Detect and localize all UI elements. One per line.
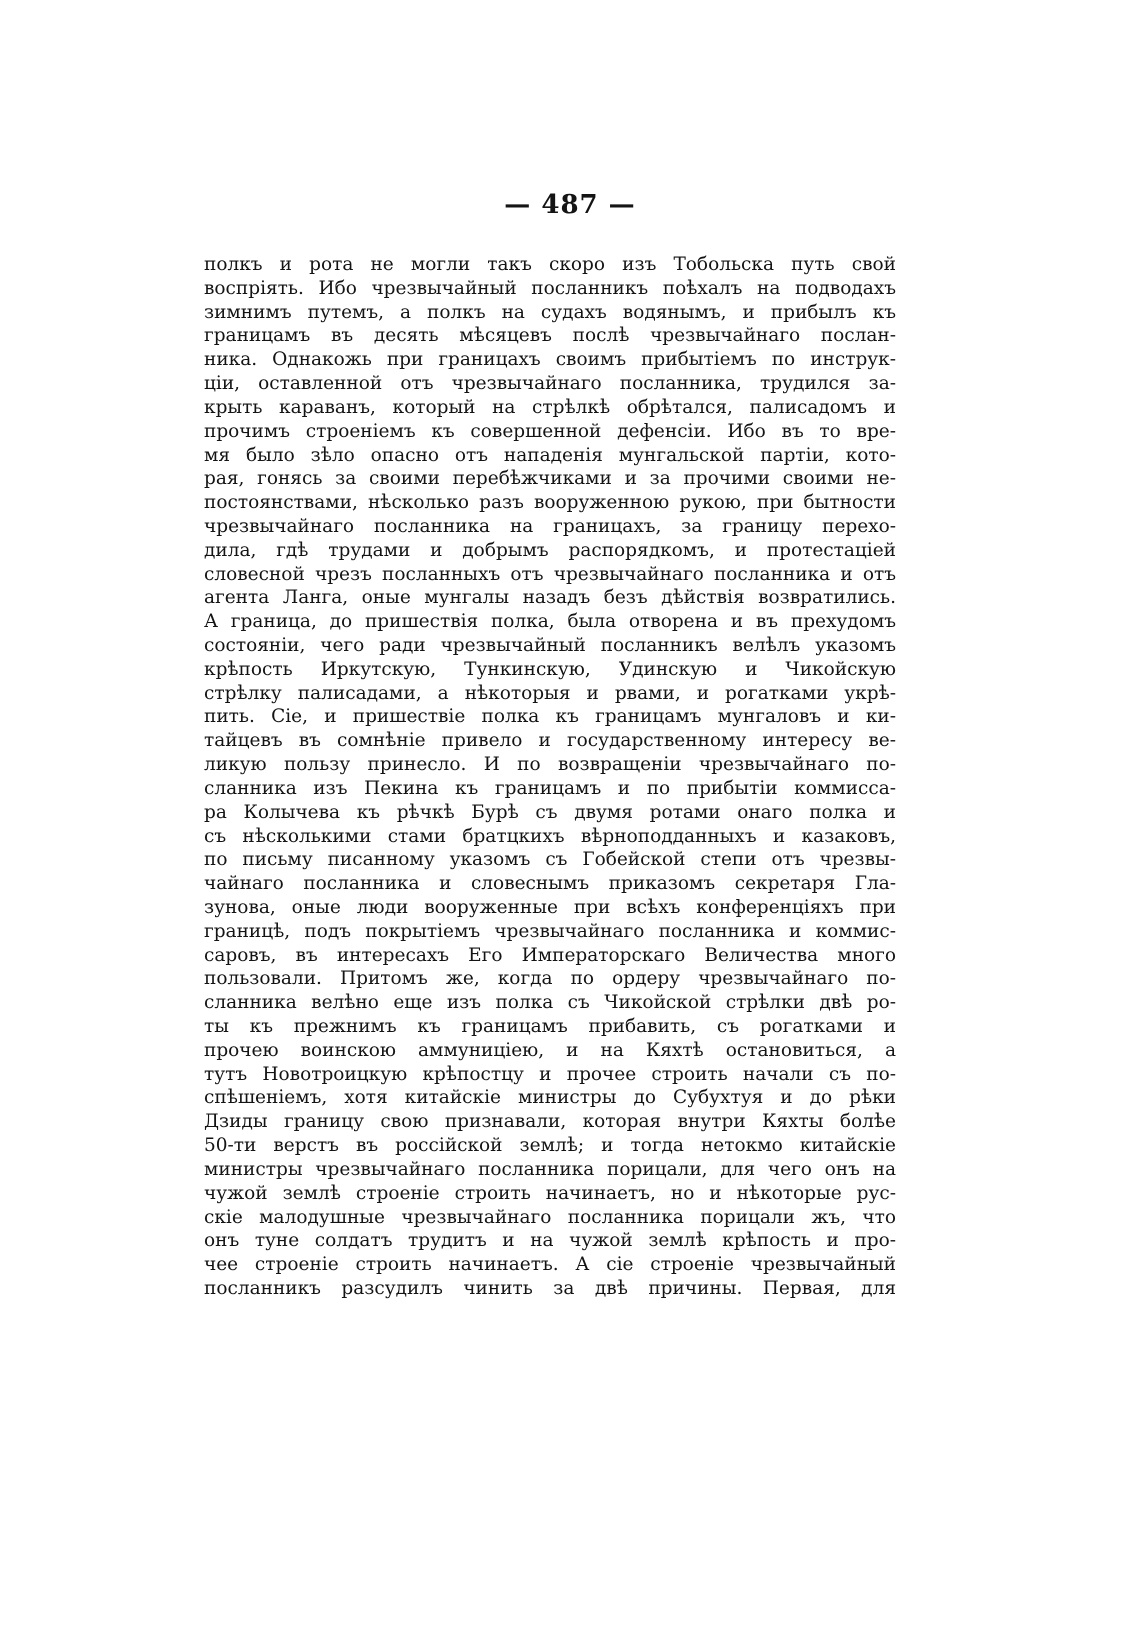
text-line: сланника велѣно еще изъ полка съ Чикойской стрѣлки двѣ ро-: [204, 992, 896, 1014]
text-line: сланника изъ Пекина къ границамъ и по прибытіи коммисса-: [204, 777, 896, 799]
text-line: зунова, оные люди вооруженные при всѣхъ конференціяхъ при: [204, 896, 896, 918]
text-line: министры чрезвычайнаго посланника порицали, для чего онъ на: [204, 1158, 896, 1180]
text-line: крыть караванъ, который на стрѣлкѣ обрѣтался, палисадомъ и: [204, 396, 896, 418]
text-line: чужой землѣ строеніе строить начинаетъ, но и нѣкоторые рус-: [204, 1182, 896, 1204]
text-line: онъ туне солдатъ трудитъ и на чужой землѣ крѣпость и про-: [204, 1230, 896, 1252]
text-line: рая, гонясь за своими перебѣжчиками и за прочими своими не-: [204, 468, 896, 490]
text-line: посланникъ разсудилъ чинить за двѣ причины. Первая, для: [204, 1277, 896, 1299]
text-line: агента Ланга, оные мунгалы назадъ безъ дѣйствія возвратились.: [204, 587, 896, 609]
page-number: — 487 —: [504, 190, 636, 220]
text-line: по письму писанному указомъ съ Гобейской степи отъ чрезвы-: [204, 849, 896, 871]
text-line: ціи, оставленной отъ чрезвычайнаго посланника, трудился за-: [204, 373, 896, 395]
text-line: ликую пользу принесло. И по возвращеніи чрезвычайнаго по-: [204, 754, 896, 776]
text-line: границамъ въ десять мѣсяцевъ послѣ чрезвычайнаго послан-: [204, 325, 896, 347]
text-line: дила, гдѣ трудами и добрымъ распорядкомъ, и протестаціей: [204, 539, 896, 561]
text-line: крѣпость Иркутскую, Тункинскую, Удинскую и Чикойскую: [204, 658, 896, 680]
text-line: состояніи, чего ради чрезвычайный посланникъ велѣлъ указомъ: [204, 635, 896, 656]
text-line: стрѣлку палисадами, а нѣкоторыя и рвами, и рогатками укрѣ-: [204, 682, 896, 704]
text-line: А граница, до пришествія полка, была отворена и въ прехудомъ: [204, 611, 896, 633]
text-line: пить. Сіе, и пришествіе полка къ границамъ мунгаловъ и ки-: [204, 706, 896, 728]
text-line: саровъ, въ интересахъ Его Императорскаго Величества много: [204, 944, 896, 966]
text-line: ты къ прежнимъ къ границамъ прибавить, съ рогатками и: [204, 1016, 896, 1037]
text-line: Дзиды границу свою признавали, которая внутри Кяхты болѣе: [204, 1111, 896, 1133]
text-line: прочею воинскою аммуниціею, и на Кяхтѣ остановиться, а: [204, 1039, 896, 1061]
text-line: чрезвычайнаго посланника на границахъ, за границу перехо-: [204, 515, 896, 537]
text-line: тутъ Новотроицкую крѣпостцу и прочее строить начали съ по-: [204, 1063, 896, 1085]
text-line: съ нѣсколькими стами братцкихъ вѣрноподданныхъ и казаковъ,: [204, 825, 896, 847]
text-line: ра Колычева къ рѣчкѣ Бурѣ съ двумя ротами онаго полка и: [204, 801, 896, 823]
text-line: словесной чрезъ посланныхъ отъ чрезвычайнаго посланника и отъ: [204, 563, 896, 585]
text-line: скіе малодушные чрезвычайнаго посланника порицали жъ, что: [204, 1206, 896, 1228]
text-line: чайнаго посланника и словеснымъ приказомъ секретаря Гла-: [204, 873, 896, 895]
body-text: [204, 253, 896, 1301]
text-line: прочимъ строеніемъ къ совершенной дефенсіи. Ибо въ то вре-: [204, 420, 896, 442]
text-line: чее строеніе строить начинаетъ. А сіе строеніе чрезвычайный: [204, 1254, 896, 1276]
text-line: 50-ти верстъ въ россійской землѣ; и тогда нетокмо китайскіе: [204, 1135, 896, 1157]
text-line: границѣ, подъ покрытіемъ чрезвычайнаго посланника и коммис-: [204, 920, 896, 942]
text-line: пользовали. Притомъ же, когда по ордеру чрезвычайнаго по-: [204, 968, 896, 990]
text-line: воспріять. Ибо чрезвычайный посланникъ поѣхалъ на подводахъ: [204, 277, 896, 299]
text-line: ника. Однакожь при границахъ своимъ прибытіемъ по инструк-: [204, 349, 896, 371]
text-line: спѣшеніемъ, хотя китайскіе министры до Субухтуя и до рѣки: [204, 1087, 896, 1109]
text-line: тайцевъ въ сомнѣніе привело и государственному интересу ве-: [204, 730, 896, 752]
text-line: полкъ и рота не могли такъ скоро изъ Тобольска путь свой: [204, 254, 896, 275]
text-line: зимнимъ путемъ, а полкъ на судахъ водянымъ, и прибылъ къ: [204, 301, 896, 323]
text-line: постоянствами, нѣсколько разъ вооруженною рукою, при бытности: [204, 492, 896, 514]
text-line: мя было зѣло опасно отъ нападенія мунгальской партіи, кото-: [204, 444, 896, 466]
